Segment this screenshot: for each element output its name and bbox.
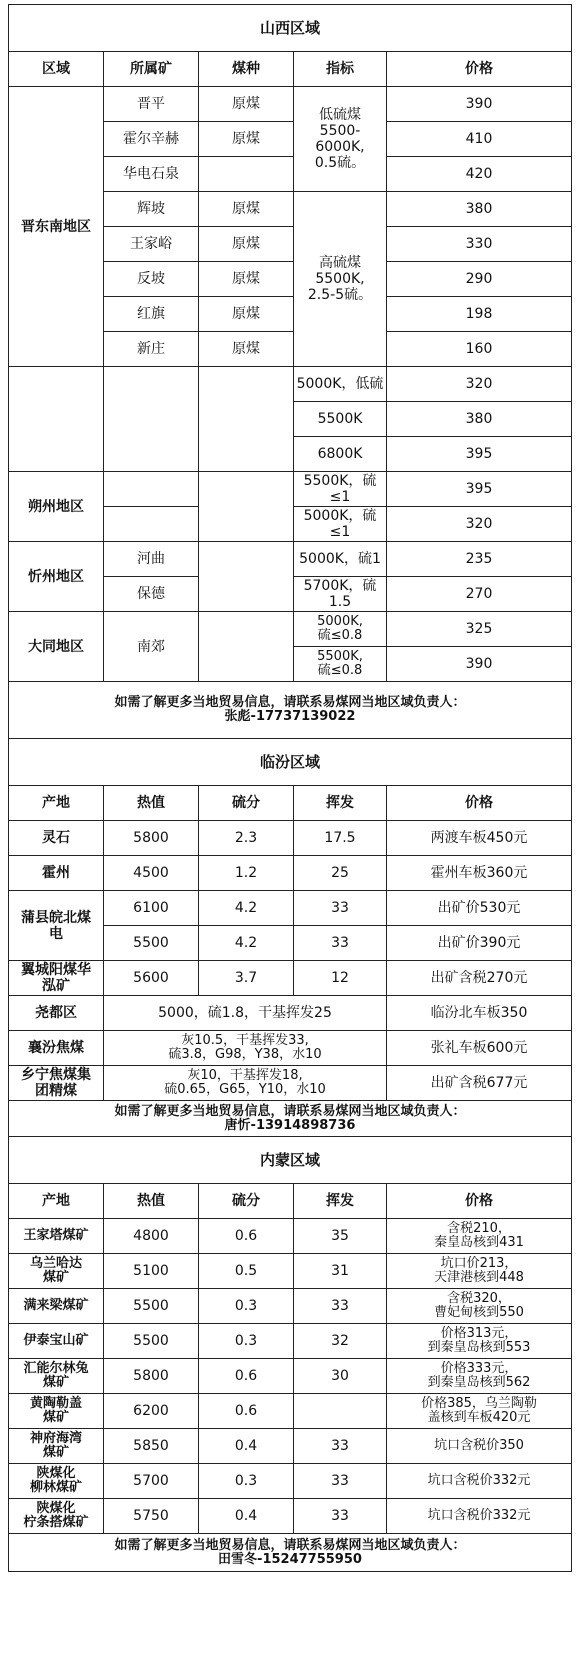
origin-line: 乌兰哈达 [29,1256,82,1271]
contact-footer [9,682,572,739]
price-cell [387,1359,572,1394]
origin-line: 蒲县皖北煤 [21,909,91,926]
price-cell: 390 [387,87,572,122]
neimeng-rows [9,1219,572,1534]
mine-cell: 河曲 [104,542,199,577]
mine-cell: 南郊 [104,612,199,682]
volatile-cell: 32 [294,1324,387,1359]
coal-type-cell [199,472,294,542]
indicator-cell [294,87,387,192]
table-row [9,1324,572,1359]
volatile-cell: 33 [294,891,387,926]
price-cell: 320 [387,367,572,402]
spec-line: 灰10.5，干基挥发33, [181,1033,309,1048]
coal-type-cell: 原煤 [199,227,294,262]
volatile-cell: 33 [294,1464,387,1499]
header-cell: 热值 [104,786,199,821]
region-cell: 朔州地区 [9,472,104,542]
origin-line: 伊泰宝山矿 [23,1333,89,1348]
heat-cell: 5500 [104,1324,199,1359]
header-cell: 区域 [9,52,104,87]
mine-cell: 新庄 [104,332,199,367]
coal-type-cell [199,612,294,682]
heat-cell: 5100 [104,1254,199,1289]
price-line: 坑口含税价350 [434,1438,524,1453]
origin-line: 柳林煤矿 [29,1480,82,1495]
volatile-cell: 33 [294,1289,387,1324]
table-row [9,542,572,577]
price-line: 价格313元， [440,1326,518,1341]
contact-footer [9,1101,572,1137]
contact-footer [9,1534,572,1572]
header-cell: 产地 [9,1184,104,1219]
coal-type-cell: 原煤 [199,192,294,227]
mine-cell: 保德 [104,577,199,612]
sulfur-cell: 2.3 [199,821,294,856]
mine-cell [104,367,199,472]
table-row [9,1031,572,1066]
sulfur-cell: 0.3 [199,1289,294,1324]
sulfur-cell: 4.2 [199,926,294,961]
table-row [9,856,572,891]
origin-cell [9,1324,104,1359]
header-cell: 硫分 [199,786,294,821]
table-row [9,1394,572,1429]
section-title-linfen: 临汾区域 [9,739,572,786]
section-title-neimeng: 内蒙区域 [9,1137,572,1184]
origin-cell [9,1499,104,1534]
origin-cell [9,961,104,996]
indicator-line: 5500K, [317,649,363,664]
heat-cell: 6100 [104,891,199,926]
heat-cell: 6200 [104,1394,199,1429]
table-row [9,1289,572,1324]
price-cell: 出矿含税270元 [387,961,572,996]
price-cell: 198 [387,297,572,332]
indicator-cell: 5700K，硫1.5 [294,577,387,612]
sulfur-cell: 0.4 [199,1429,294,1464]
table-row [9,1464,572,1499]
table-row [9,891,572,926]
table-row [9,821,572,856]
indicator-line: 5500-6000K, [315,123,365,155]
header-cell: 挥发 [294,786,387,821]
coal-type-cell: 原煤 [199,297,294,332]
heat-cell: 5600 [104,961,199,996]
contact-note: 如需了解更多当地贸易信息，请联系易煤网当地区域负责人： [114,695,466,710]
origin-line: 团精煤 [35,1083,77,1099]
table-row [9,1499,572,1534]
mine-cell [104,507,199,542]
price-cell: 380 [387,192,572,227]
price-cell [387,1254,572,1289]
section-title-shanxi: 山西区域 [9,5,572,52]
sulfur-cell: 0.4 [199,1499,294,1534]
origin-line: 陕煤化 [36,1501,76,1516]
price-line: 盖核到车板420元 [427,1410,531,1425]
indicator-line: 2.5-5硫。 [307,287,373,303]
table-row [9,1429,572,1464]
spec-cell [104,1031,387,1066]
price-cell: 270 [387,577,572,612]
price-cell: 395 [387,472,572,507]
price-line: 含税320， [447,1291,511,1306]
header-cell: 价格 [387,52,572,87]
price-table [8,4,572,1572]
header-cell: 产地 [9,786,104,821]
volatile-cell [294,1394,387,1429]
volatile-cell: 30 [294,1359,387,1394]
header-cell: 价格 [387,786,572,821]
volatile-cell: 25 [294,856,387,891]
price-line: 坑口含税价332元 [427,1508,531,1523]
table-row [9,961,572,996]
price-line: 坑口价213， [440,1256,518,1271]
price-cell: 霍州车板360元 [387,856,572,891]
heat-cell: 5800 [104,821,199,856]
indicator-line: 高硫煤 [319,255,361,271]
volatile-cell: 35 [294,1219,387,1254]
spec-line: 硫3.8，G98，Y38，水10 [168,1047,322,1062]
header-cell: 所属矿 [104,52,199,87]
mine-cell: 晋平 [104,87,199,122]
coal-type-cell [199,367,294,472]
price-line: 到秦皇岛核到562 [427,1375,531,1390]
indicator-line: 5500K, [315,271,365,287]
origin-line: 神府海湾 [29,1431,82,1446]
price-cell: 380 [387,402,572,437]
volatile-cell: 33 [294,926,387,961]
heat-cell: 5750 [104,1499,199,1534]
sulfur-cell: 0.5 [199,1254,294,1289]
table-row [9,612,572,647]
sulfur-cell: 4.2 [199,891,294,926]
region-cell: 晋东南地区 [9,87,104,367]
volatile-cell: 12 [294,961,387,996]
indicator-line: 硫≤0.8 [317,628,363,643]
origin-line: 乡宁焦煤集 [21,1067,91,1083]
region-cell: 大同地区 [9,612,104,682]
header-cell: 煤种 [199,52,294,87]
price-line: 到秦皇岛核到553 [427,1340,531,1355]
origin-line: 煤矿 [42,1375,69,1390]
origin-line: 王家塔煤矿 [23,1228,89,1243]
header-cell: 硫分 [199,1184,294,1219]
heat-cell: 5500 [104,926,199,961]
price-cell [387,1499,572,1534]
mine-cell: 辉坡 [104,192,199,227]
table-row [9,1066,572,1101]
price-cell: 出矿价390元 [387,926,572,961]
price-cell: 420 [387,157,572,192]
coal-type-cell: 原煤 [199,122,294,157]
origin-cell [9,1394,104,1429]
indicator-line: 5000K, [317,614,363,629]
indicator-cell: 5500K，硫≤1 [294,472,387,507]
table-header [9,52,572,87]
indicator-cell: 5000K，低硫 [294,367,387,402]
region-cell: 忻州地区 [9,542,104,612]
sulfur-cell: 0.3 [199,1324,294,1359]
indicator-cell: 5000K，硫1 [294,542,387,577]
price-cell: 235 [387,542,572,577]
table-row [9,87,572,122]
price-line: 含税210， [447,1221,511,1236]
heat-cell: 5800 [104,1359,199,1394]
spec-cell [104,1066,387,1101]
table-row [9,367,572,402]
price-cell [387,1394,572,1429]
origin-line: 陕煤化 [36,1466,76,1481]
origin-line: 煤矿 [42,1270,69,1285]
price-line: 坑口含税价332元 [427,1473,531,1488]
table-header [9,1184,572,1219]
indicator-line: 硫≤0.8 [317,663,363,678]
price-cell: 290 [387,262,572,297]
price-cell: 330 [387,227,572,262]
indicator-line: 低硫煤 [319,107,361,123]
spec-line: 灰10，干基挥发18, [187,1068,303,1083]
heat-cell: 4800 [104,1219,199,1254]
price-sheet [8,4,571,1572]
contact-note: 如需了解更多当地贸易信息，请联系易煤网当地区域负责人： [114,1103,466,1119]
header-cell: 热值 [104,1184,199,1219]
origin-line: 泓矿 [42,978,70,994]
volatile-cell: 17.5 [294,821,387,856]
sulfur-cell: 0.3 [199,1464,294,1499]
volatile-cell: 33 [294,1429,387,1464]
price-cell: 160 [387,332,572,367]
contact-person: 田雪冬-15247755950 [218,1551,362,1567]
header-cell: 价格 [387,1184,572,1219]
heat-cell: 5500 [104,1289,199,1324]
price-cell: 325 [387,612,572,647]
volatile-cell: 31 [294,1254,387,1289]
mine-cell [104,472,199,507]
price-line: 曹妃甸核到550 [434,1305,524,1320]
price-cell: 出矿含税677元 [387,1066,572,1101]
origin-cell [9,1066,104,1101]
contact-person: 唐忻-13914898736 [224,1117,356,1133]
sulfur-cell: 0.6 [199,1219,294,1254]
origin-line: 煤矿 [42,1410,69,1425]
origin-line: 电 [49,925,63,942]
price-cell [387,1324,572,1359]
origin-cell [9,891,104,961]
mine-cell: 王家峪 [104,227,199,262]
heat-cell: 5700 [104,1464,199,1499]
origin-cell [9,1359,104,1394]
table-row [9,996,572,1031]
table-row [9,1359,572,1394]
price-line: 价格333元， [440,1361,518,1376]
origin-cell [9,1289,104,1324]
indicator-cell: 5000K，硫≤1 [294,507,387,542]
price-line: 秦皇岛核到431 [434,1235,524,1250]
price-cell: 两渡车板450元 [387,821,572,856]
mine-cell: 红旗 [104,297,199,332]
indicator-cell [294,192,387,367]
spec-cell: 5000，硫1.8，干基挥发25 [104,996,387,1031]
origin-cell [9,1219,104,1254]
origin-line: 柠条搭煤矿 [23,1515,89,1530]
coal-type-cell [199,542,294,612]
price-line: 价格385，乌兰陶勒 [421,1396,537,1411]
price-cell: 395 [387,437,572,472]
price-cell: 390 [387,647,572,682]
region-cell [9,367,104,472]
origin-cell: 尧都区 [9,996,104,1031]
heat-cell: 5850 [104,1429,199,1464]
price-cell: 出矿价530元 [387,891,572,926]
price-cell [387,1219,572,1254]
coal-type-cell: 原煤 [199,262,294,297]
origin-cell: 灵石 [9,821,104,856]
origin-line: 煤矿 [42,1445,69,1460]
sulfur-cell: 0.6 [199,1359,294,1394]
volatile-cell: 33 [294,1499,387,1534]
indicator-cell: 6800K [294,437,387,472]
coal-type-cell [199,157,294,192]
price-cell: 320 [387,507,572,542]
origin-cell: 霍州 [9,856,104,891]
indicator-cell: 5500K [294,402,387,437]
table-row [9,1219,572,1254]
spec-line: 硫0.65，G65，Y10，水10 [164,1082,326,1097]
indicator-line: 0.5硫。 [314,155,366,171]
price-line: 天津港核到448 [434,1270,524,1285]
table-header [9,786,572,821]
heat-cell: 4500 [104,856,199,891]
table-row [9,472,572,507]
coal-type-cell: 原煤 [199,332,294,367]
contact-note: 如需了解更多当地贸易信息，请联系易煤网当地区域负责人： [114,1537,466,1553]
sulfur-cell: 3.7 [199,961,294,996]
price-cell: 临汾北车板350 [387,996,572,1031]
origin-cell [9,1464,104,1499]
origin-cell: 襄汾焦煤 [9,1031,104,1066]
sulfur-cell: 0.6 [199,1394,294,1429]
mine-cell: 华电石泉 [104,157,199,192]
mine-cell: 反坡 [104,262,199,297]
origin-cell [9,1429,104,1464]
indicator-cell [294,647,387,682]
header-cell: 挥发 [294,1184,387,1219]
header-cell: 指标 [294,52,387,87]
origin-cell [9,1254,104,1289]
coal-type-cell: 原煤 [199,87,294,122]
price-cell: 张礼车板600元 [387,1031,572,1066]
mine-cell: 霍尔辛赫 [104,122,199,157]
price-cell: 410 [387,122,572,157]
origin-line: 汇能尔林兔 [23,1361,89,1376]
indicator-cell [294,612,387,647]
origin-line: 满来梁煤矿 [23,1298,89,1313]
contact-person: 张彪-17737139022 [224,709,356,724]
origin-line: 黄陶勒盖 [29,1396,82,1411]
price-cell [387,1289,572,1324]
origin-line: 翼城阳煤华 [21,962,91,978]
table-row [9,1254,572,1289]
price-cell [387,1429,572,1464]
price-cell [387,1464,572,1499]
sulfur-cell: 1.2 [199,856,294,891]
